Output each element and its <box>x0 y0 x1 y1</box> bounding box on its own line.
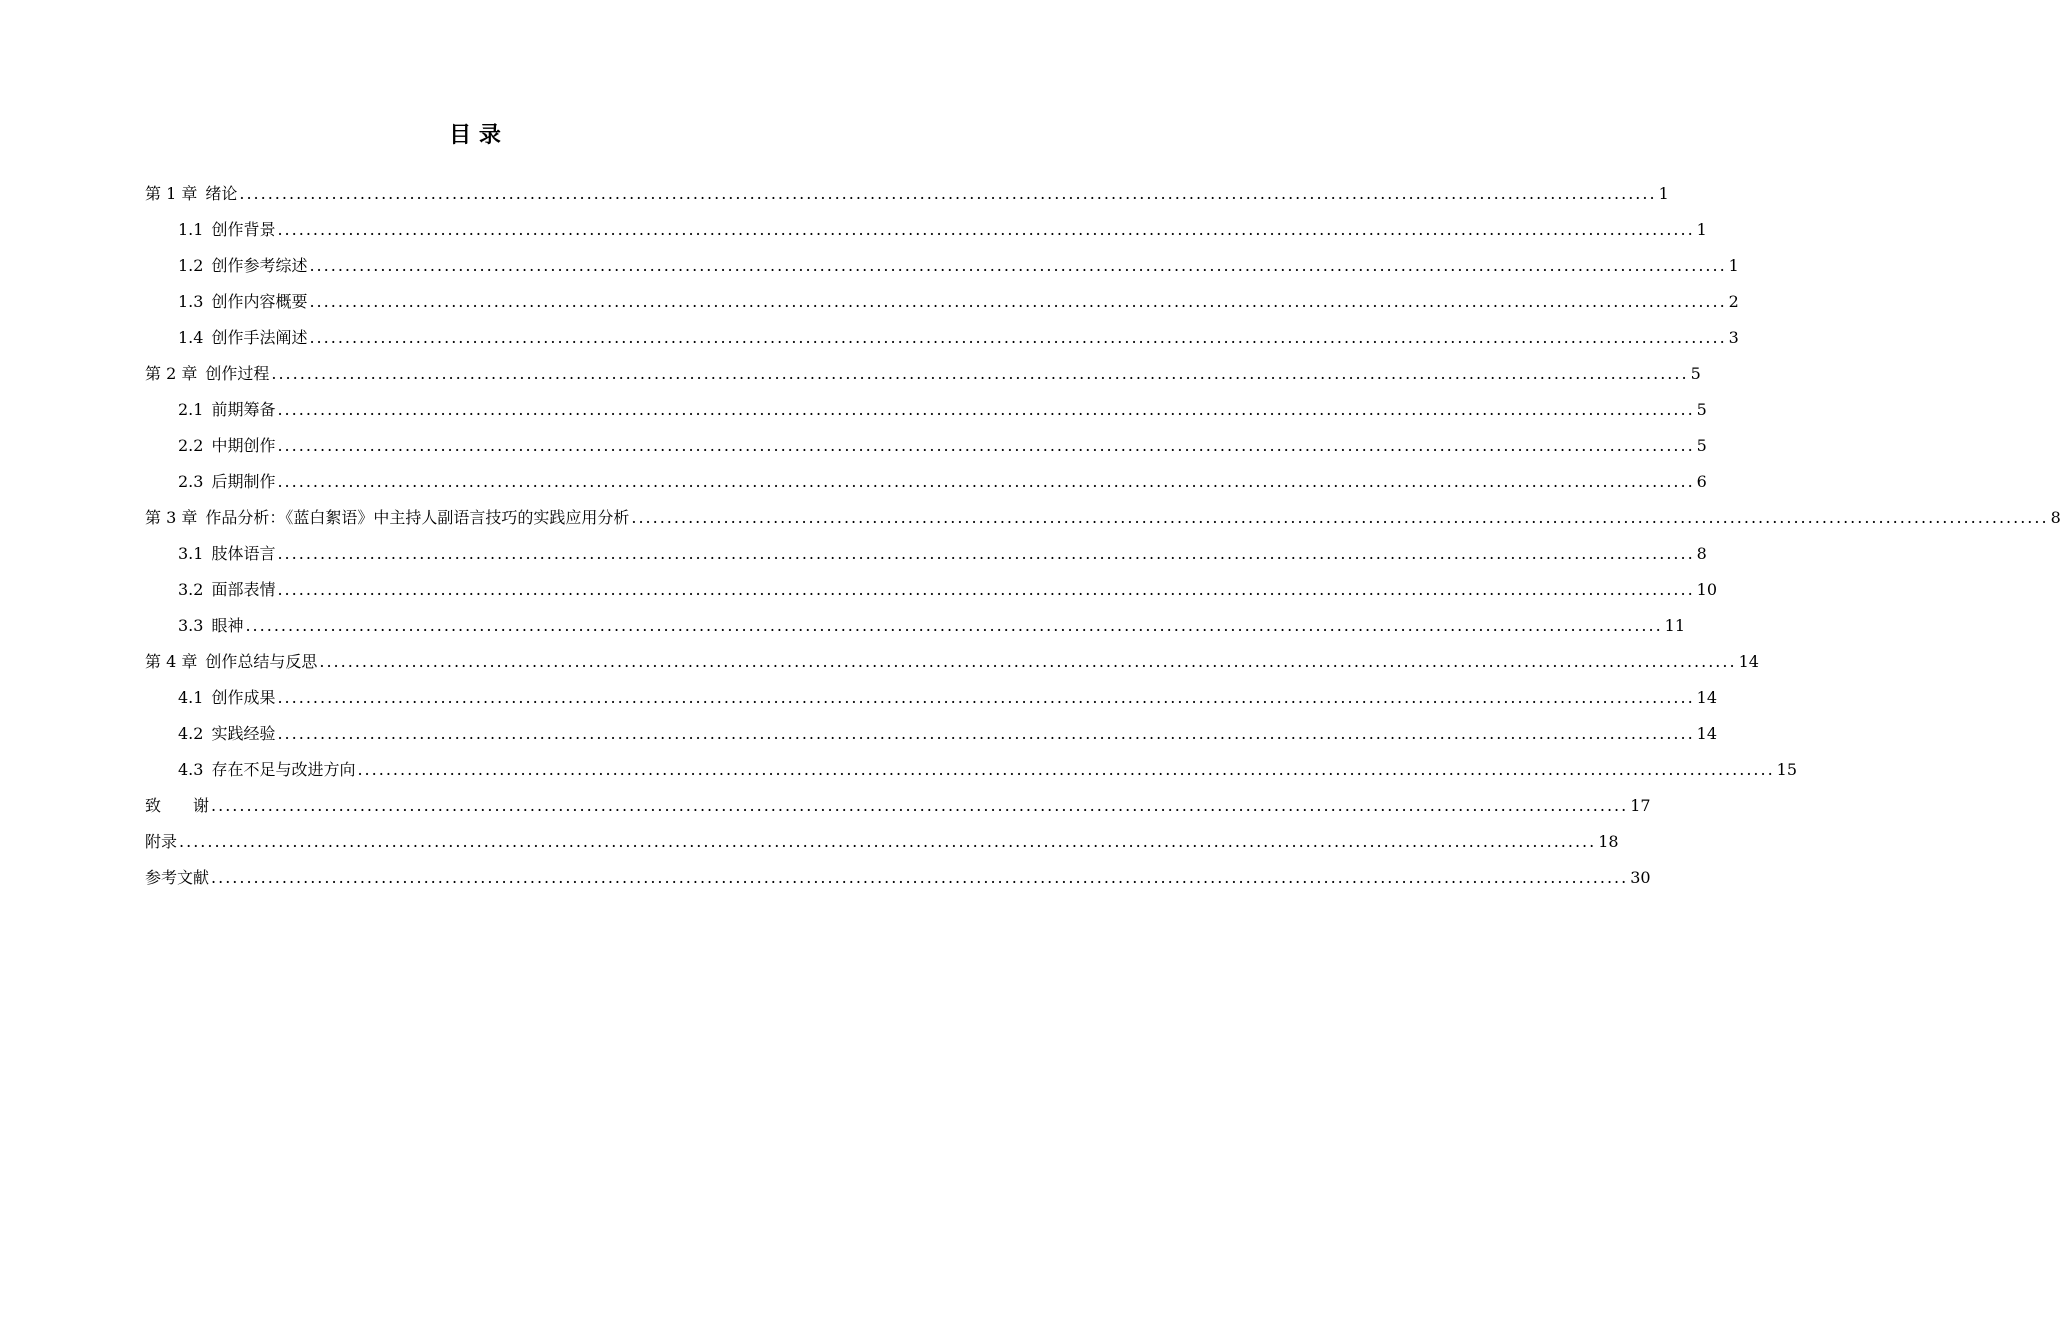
toc-entry[interactable] <box>145 536 1707 572</box>
toc-entry[interactable] <box>145 284 1739 320</box>
toc-entry-text: 创作背景 <box>211 220 276 239</box>
toc-dot-leader: ........................................................................................................................................................................................................ <box>309 256 1727 275</box>
toc-dot-leader: ........................................................................................................................................................................................................ <box>277 436 1695 455</box>
toc-entry-number: 4.3 <box>178 760 204 779</box>
toc-entry-text: 创作总结与反思 <box>205 652 318 671</box>
toc-entry-number: 3.3 <box>178 616 204 635</box>
toc-entry[interactable] <box>145 716 1718 752</box>
toc-entry[interactable] <box>145 356 1701 392</box>
table-of-contents <box>145 176 2061 896</box>
toc-entry-page: 3 <box>1728 328 1739 347</box>
toc-entry-page: 17 <box>1630 796 1651 815</box>
toc-entry[interactable] <box>145 176 1669 212</box>
toc-entry-text: 附录 <box>145 832 178 851</box>
toc-entry-text: 眼神 <box>211 616 244 635</box>
toc-entry-number: 第 1 章 <box>145 184 198 203</box>
toc-dot-leader: ........................................................................................................................................................................................................ <box>277 544 1695 563</box>
toc-entry-number: 第 3 章 <box>145 508 198 527</box>
toc-entry[interactable] <box>145 644 1759 680</box>
toc-entry-page: 8 <box>2050 508 2061 527</box>
toc-entry-number: 2.3 <box>178 472 204 491</box>
toc-dot-leader: ........................................................................................................................................................................................................ <box>239 184 1657 203</box>
toc-dot-leader: ........................................................................................................................................................................................................ <box>211 868 1629 887</box>
toc-entry[interactable] <box>145 824 1619 860</box>
toc-entry-text: 实践经验 <box>211 724 276 743</box>
toc-entry[interactable] <box>145 428 1707 464</box>
toc-dot-leader: ........................................................................................................................................................................................................ <box>319 652 1737 671</box>
toc-entry-number: 3.1 <box>178 544 204 563</box>
toc-entry-page: 5 <box>1696 436 1707 455</box>
toc-entry-text: 致 谢 <box>145 796 210 815</box>
toc-dot-leader: ........................................................................................................................................................................................................ <box>277 688 1695 707</box>
toc-entry-text: 作品分析：《蓝白絮语》中主持人副语言技巧的实践应用分析 <box>205 508 630 527</box>
toc-entry[interactable] <box>145 608 1686 644</box>
toc-entry[interactable] <box>145 320 1739 356</box>
toc-entry[interactable] <box>145 572 1718 608</box>
toc-entry-page: 30 <box>1630 868 1651 887</box>
toc-entry-number: 2.2 <box>178 436 204 455</box>
toc-entry-number: 4.2 <box>178 724 204 743</box>
toc-entry-text: 创作成果 <box>211 688 276 707</box>
toc-dot-leader: ........................................................................................................................................................................................................ <box>277 724 1695 743</box>
toc-entry-page: 6 <box>1696 472 1707 491</box>
toc-entry-number: 2.1 <box>178 400 204 419</box>
toc-entry-page: 5 <box>1696 400 1707 419</box>
toc-entry-text: 存在不足与改进方向 <box>211 760 356 779</box>
toc-entry-page: 14 <box>1696 724 1718 743</box>
toc-dot-leader: ........................................................................................................................................................................................................ <box>211 796 1629 815</box>
toc-entry-number: 1.1 <box>178 220 204 239</box>
toc-dot-leader: ........................................................................................................................................................................................................ <box>245 616 1663 635</box>
toc-entry[interactable] <box>145 212 1707 248</box>
toc-entry-text: 中期创作 <box>211 436 276 455</box>
toc-entry[interactable] <box>145 860 1651 896</box>
toc-dot-leader: ........................................................................................................................................................................................................ <box>277 472 1695 491</box>
toc-dot-leader: ........................................................................................................................................................................................................ <box>271 364 1689 383</box>
toc-entry-text: 面部表情 <box>211 580 276 599</box>
toc-dot-leader: ........................................................................................................................................................................................................ <box>277 580 1695 599</box>
toc-entry-page: 15 <box>1776 760 1798 779</box>
toc-entry-page: 11 <box>1664 616 1686 635</box>
toc-entry-text: 创作过程 <box>205 364 270 383</box>
toc-entry-number: 1.3 <box>178 292 204 311</box>
toc-entry-text: 创作参考综述 <box>211 256 308 275</box>
toc-entry-page: 1 <box>1658 184 1669 203</box>
toc-entry[interactable] <box>145 752 1798 788</box>
toc-entry[interactable] <box>145 500 2061 536</box>
toc-dot-leader: ........................................................................................................................................................................................................ <box>357 760 1775 779</box>
toc-dot-leader: ........................................................................................................................................................................................................ <box>277 400 1695 419</box>
toc-entry-page: 8 <box>1696 544 1707 563</box>
toc-entry-page: 5 <box>1690 364 1701 383</box>
page-title: 目 录 <box>449 123 501 148</box>
toc-entry[interactable] <box>145 392 1707 428</box>
toc-entry-number: 3.2 <box>178 580 204 599</box>
toc-entry-number: 第 2 章 <box>145 364 198 383</box>
toc-dot-leader: ........................................................................................................................................................................................................ <box>277 220 1695 239</box>
toc-entry-page: 18 <box>1598 832 1619 851</box>
toc-entry[interactable] <box>145 680 1718 716</box>
toc-entry-number: 1.4 <box>178 328 204 347</box>
toc-entry-page: 14 <box>1738 652 1759 671</box>
toc-entry-text: 创作内容概要 <box>211 292 308 311</box>
toc-entry[interactable] <box>145 464 1707 500</box>
toc-entry-text: 后期制作 <box>211 472 276 491</box>
toc-entry[interactable] <box>145 788 1651 824</box>
toc-entry-page: 1 <box>1728 256 1739 275</box>
toc-dot-leader: ........................................................................................................................................................................................................ <box>179 832 1597 851</box>
toc-entry-number: 1.2 <box>178 256 204 275</box>
toc-entry-page: 14 <box>1696 688 1718 707</box>
toc-entry-text: 参考文献 <box>145 868 210 887</box>
toc-entry-page: 1 <box>1696 220 1707 239</box>
toc-entry[interactable] <box>145 248 1739 284</box>
toc-dot-leader: ........................................................................................................................................................................................................ <box>631 508 2049 527</box>
toc-entry-text: 前期筹备 <box>211 400 276 419</box>
toc-entry-text: 绪论 <box>205 184 238 203</box>
toc-dot-leader: ........................................................................................................................................................................................................ <box>309 292 1727 311</box>
toc-entry-page: 2 <box>1728 292 1739 311</box>
toc-entry-text: 创作手法阐述 <box>211 328 308 347</box>
toc-dot-leader: ........................................................................................................................................................................................................ <box>309 328 1727 347</box>
toc-entry-page: 10 <box>1696 580 1718 599</box>
toc-entry-text: 肢体语言 <box>211 544 276 563</box>
toc-entry-number: 4.1 <box>178 688 204 707</box>
toc-entry-number: 第 4 章 <box>145 652 198 671</box>
